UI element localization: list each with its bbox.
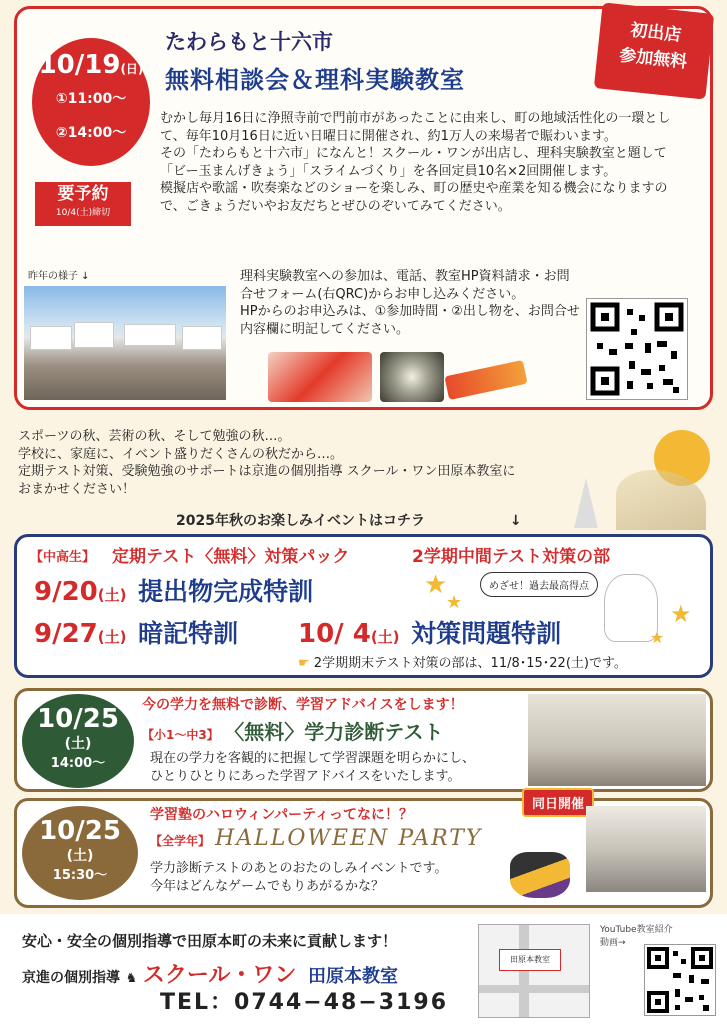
events-heading-text: 2025年秋のお楽しみイベントはコチラ [176,513,425,529]
star-icon: ★ [424,570,448,600]
row3-date: 10/ 4 [298,619,371,649]
kaleidoscope-photo [380,352,444,402]
events-heading [176,510,522,530]
brand-school: 田原本教室 [307,966,398,987]
intro-line4: おまかせください！ [18,481,136,497]
map-school-label: 田原本教室 [499,949,561,971]
diagnostic-desc1: 現在の学力を客観的に把握して学習課題を明らかにし、 [150,751,476,766]
access-map[interactable] [478,924,590,1018]
youtube-label-line2: 動画→ [600,938,626,948]
brand-prefix: 京進の個別指導 [22,970,120,986]
intro-line2: 学校に、家庭に、イベント盛りだくさんの秋だから…。 [18,446,344,462]
row1-name: 提出物完成特訓 [138,577,314,606]
event-date-circle [32,38,150,166]
event-description [160,110,688,215]
event-day: (日) [120,62,144,76]
diagnostic-title: 〈無料〉学力診断テスト [224,720,444,744]
diagnostic-title-row [142,716,443,745]
event-para2: その「たわらもと十六市」になんと！スクール・ワンが出店し、理科実験教室と題して「ビー玉まんげきょう」「スライムづくり」を各回定員10名×2回開催します。 [160,146,667,179]
halloween-time: 15:30～ [52,868,108,883]
slime-photo [268,352,372,402]
test-row-3 [298,614,561,650]
diagnostic-headline: 今の学力を無料で診断、学習アドバイスをします！ [142,697,464,713]
brand-name: スクール・ワン [142,963,297,988]
diagnostic-desc [150,750,475,785]
same-day-badge: 同日開催 [522,788,594,817]
halloween-headline: 学習塾のハロウィンパーティってなに！？ [150,807,414,823]
diagnostic-day: (土) [64,736,92,752]
row2-date: 9/27 [34,619,98,649]
test-row-2 [34,614,238,650]
row2-day: (土) [97,628,127,646]
footer-slogan: 安心・安全の個別指導で田原本町の未来に貢献します！ [22,932,398,950]
halloween-title-row [150,826,482,851]
star-icon: ★ [446,592,463,613]
youtube-label-line1: YouTube教室紹介 [600,925,673,935]
event-time-1: ①11:00～ [55,91,127,107]
row3-day: (土) [370,628,400,646]
event-title-line2: 無料相談会＆理科実験教室 [165,66,465,94]
intro-line3: 定期テスト対策、受験勉強のサポートは京進の個別指導 スクール・ワン田原本教室に [18,464,516,479]
test-row-1 [34,572,313,608]
event-para1: むかし毎月16日に浄照寺前で門前市があったことに由来し、町の地域活性化の一環として、毎年10月16日に近い日曜日に開催され、約1万人の来場者で賑わいます。 [160,111,671,144]
event-time-2: ②14:00～ [55,125,127,141]
classroom-photo [528,694,706,786]
test-note [298,652,627,671]
mascot-icon: ♞ [125,971,138,986]
event-title-line1: たわらもと十六市 [165,30,333,54]
application-para1: 理科実験教室への参加は、電話、教室HP資料請求・お問合せフォーム(右QRC)からお申し込みください。 [240,269,570,302]
row1-day: (土) [97,586,127,604]
diagnostic-grade: 【小1～中3】 [142,728,219,742]
star-icon: ★ [650,628,665,647]
test-title-right: 2学期中間テスト対策の部 [412,547,611,567]
halloween-day: (土) [66,848,94,864]
youtube-qr-code[interactable] [644,944,716,1016]
row2-name: 暗記特訓 [138,619,239,648]
event-para3: 模擬店や歌謡・吹奏楽などのショーを楽しみ、町の歴史や産業を知る機会になりますので、ごきょうだいやお友だちとぜひのぞいてみてください。 [160,181,668,214]
diagnostic-time: 14:00～ [50,756,106,771]
row1-date: 9/20 [34,577,98,607]
diagnostic-date: 10/25 [37,704,119,734]
diagnostic-desc2: ひとりひとりにあった学習アドバイスをいたします。 [150,768,461,784]
inquiry-qr-code[interactable] [586,298,688,400]
reservation-badge [35,182,131,226]
reservation-deadline: 10/4(土)締切 [55,208,111,218]
test-title-left: 定期テスト〈無料〉対策パック [112,547,350,567]
badge-line1: 初出店 [629,20,683,46]
intro-line1: スポーツの秋、芸術の秋、そして勉強の秋…。 [18,429,291,444]
test-note-text: 2学期期末テスト対策の部は、11/8･15･22(土)です。 [313,656,627,671]
diagnostic-date-circle [22,694,134,788]
halloween-date: 10/25 [39,816,121,846]
halloween-party-photo [586,806,706,892]
halloween-desc [150,860,447,895]
badge-line2: 参加無料 [618,45,689,73]
halloween-desc2: 今年はどんなゲームでもりあがるかな？ [150,878,385,894]
test-grade: 【中高生】 [30,550,96,565]
star-icon: ★ [670,600,692,628]
photo-caption: 昨年の様子 ↓ [28,271,90,282]
halloween-grade: 【全学年】 [150,834,211,848]
reservation-label: 要予約 [57,184,109,204]
intro-text [18,428,668,498]
halloween-desc1: 学力診断テストのあとのおたのしみイベントです。 [150,861,448,876]
last-year-photo [24,286,226,400]
application-info [240,268,580,338]
goal-speech-bubble: めざせ！過去最高得点 [480,572,598,597]
pointing-hand-icon: ☛ [298,656,310,671]
halloween-title: HALLOWEEN PARTY [215,826,483,851]
footer-tel[interactable]: TEL：0744−48−3196 [160,990,448,1015]
events-arrow: ↓ [509,513,522,529]
halloween-date-circle [22,806,138,900]
event-date: 10/19 [38,50,121,80]
witch-illustration [510,852,570,898]
first-entry-badge [594,2,714,99]
row3-name: 対策問題特訓 [411,619,562,648]
application-para2: HPからのお申込みは、①参加時間・②出し物を、お問合せ内容欄に明記してください。 [240,304,580,337]
